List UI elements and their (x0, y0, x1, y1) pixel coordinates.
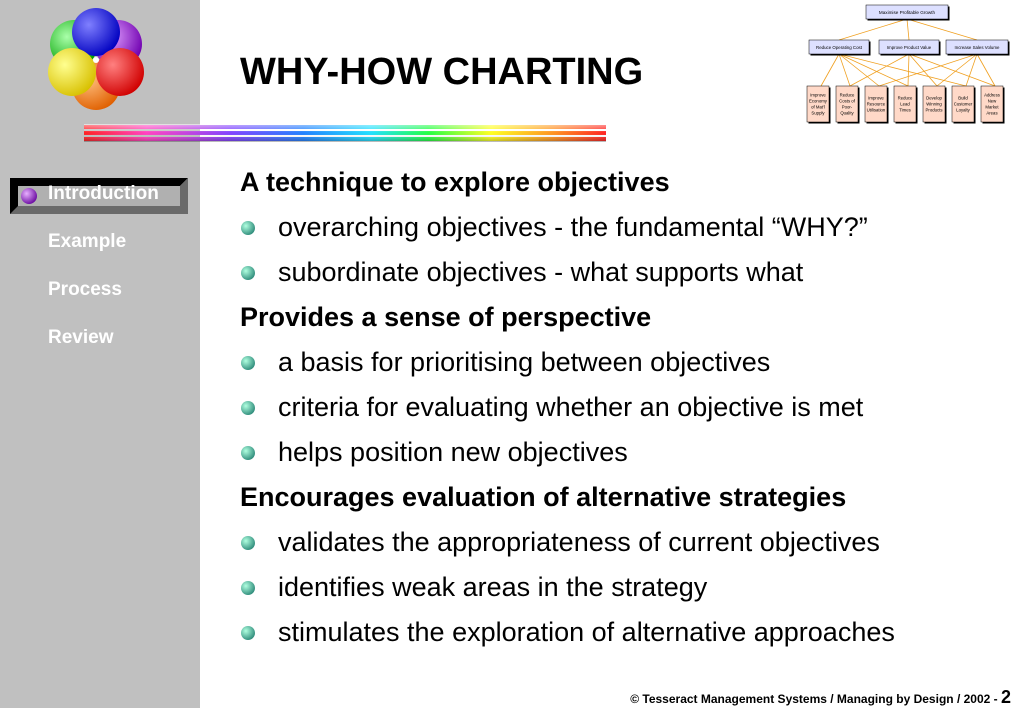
diagram-bottom-label: Areas (986, 110, 998, 116)
diagram-bottom-label: Poor- (841, 104, 853, 110)
diagram-bottom-label: Loyalty (956, 107, 970, 113)
bullet-item (240, 430, 1010, 475)
page-title: WHY-HOW CHARTING (240, 51, 644, 93)
content-text: criteria for evaluating whether an objective is met (278, 392, 864, 422)
footer (630, 688, 1011, 708)
content-text: a basis for prioritising between objectives (278, 347, 771, 377)
menu-item-process[interactable]: Process (48, 279, 122, 300)
bullet-icon (240, 220, 256, 236)
bullet-icon (240, 580, 256, 596)
menu-item-review[interactable]: Review (48, 327, 114, 348)
diagram-connector (821, 54, 839, 86)
diagram-bottom-label: Address (984, 92, 1000, 98)
content-text: Provides a sense of perspective (240, 302, 652, 332)
content-text: helps position new objectives (278, 437, 628, 467)
bullet-icon (240, 355, 256, 371)
diagram-connector (839, 19, 907, 40)
diagram-connector (937, 54, 977, 86)
bullet-icon (240, 445, 256, 461)
diagram-middle-label: Improve Product Value (886, 45, 932, 50)
copyright-text: © Tesseract Management Systems / Managing by Design / 2002 - (630, 692, 998, 706)
diagram-bottom-label: Costs of (839, 98, 855, 104)
diagram-middle-label: Increase Sales Volume (954, 45, 1000, 50)
section-heading (240, 475, 1010, 520)
content-text: subordinate objectives - what supports what (278, 257, 804, 287)
section-heading (240, 160, 1010, 205)
content-text: validates the appropriateness of current objectives (278, 527, 880, 557)
diagram-connector (879, 54, 977, 86)
diagram-connector (907, 19, 977, 40)
bullet-item (240, 340, 1010, 385)
diagram-middle-label: Reduce Operating Cost (816, 45, 862, 50)
bullet-item (240, 385, 1010, 430)
diagram-bottom-label: Resource (866, 101, 886, 107)
diagram-connector (909, 54, 995, 86)
bullet-icon (240, 265, 256, 281)
bullet-item (240, 565, 1010, 610)
diagram-bottom-label: Market (985, 104, 999, 110)
diagram-bottom-label: Customer (953, 101, 973, 107)
bullet-icon (240, 625, 256, 641)
bullet-item (240, 250, 1010, 295)
diagram-bottom-label: Products (925, 107, 943, 113)
page-number: 2 (1000, 687, 1011, 707)
diagram-bottom-label: Lead (900, 101, 910, 107)
section-heading (240, 295, 1010, 340)
diagram-bottom-label: Reduce (897, 95, 913, 101)
diagram-bottom-label: Utilisation (866, 107, 886, 113)
diagram-connector (977, 54, 995, 86)
diagram-bottom-label: Economy (809, 98, 827, 104)
diagram-bottom-label: Quality (840, 110, 854, 116)
diagram-bottom-label: Improve (810, 92, 826, 98)
bullet-icon (240, 535, 256, 551)
content-text: overarching objectives - the fundamental “WHY?” (278, 212, 868, 242)
diagram-bottom-label: Winning (926, 101, 942, 107)
diagram-top-label: Maximise Profitable Growth (878, 10, 936, 15)
diagram-bottom-label: Improve (868, 95, 884, 101)
bullet-icon (240, 400, 256, 416)
diagram-bottom-label: Times (899, 107, 911, 113)
rainbow-divider (84, 124, 606, 142)
diagram-bottom-label: Supply (811, 110, 825, 116)
bullet-item (240, 610, 1010, 655)
content-text: identifies weak areas in the strategy (278, 572, 708, 602)
content-text: A technique to explore objectives (240, 167, 670, 197)
diagram-bottom-label: New (987, 98, 997, 104)
diagram-bottom-label: Reduce (839, 92, 855, 98)
bullet-item (240, 520, 1010, 565)
diagram-connector (907, 19, 909, 40)
diagram-bottom-label: Build (958, 95, 968, 101)
diagram-bottom-label: of Mat'l (811, 104, 825, 110)
menu-item-example[interactable]: Example (48, 231, 127, 252)
content-text: stimulates the exploration of alternative approaches (278, 617, 895, 647)
menu-item-introduction[interactable]: Introduction (48, 183, 159, 204)
diagram-connector (908, 54, 909, 86)
content-text: Encourages evaluation of alternative strategies (240, 482, 847, 512)
content-list (240, 160, 1010, 655)
bullet-item (240, 205, 1010, 250)
diagram-bottom-label: Develop (926, 95, 942, 101)
why-how-diagram (806, 2, 1010, 126)
sidebar (0, 0, 200, 708)
logo-spheres-icon (46, 6, 150, 114)
